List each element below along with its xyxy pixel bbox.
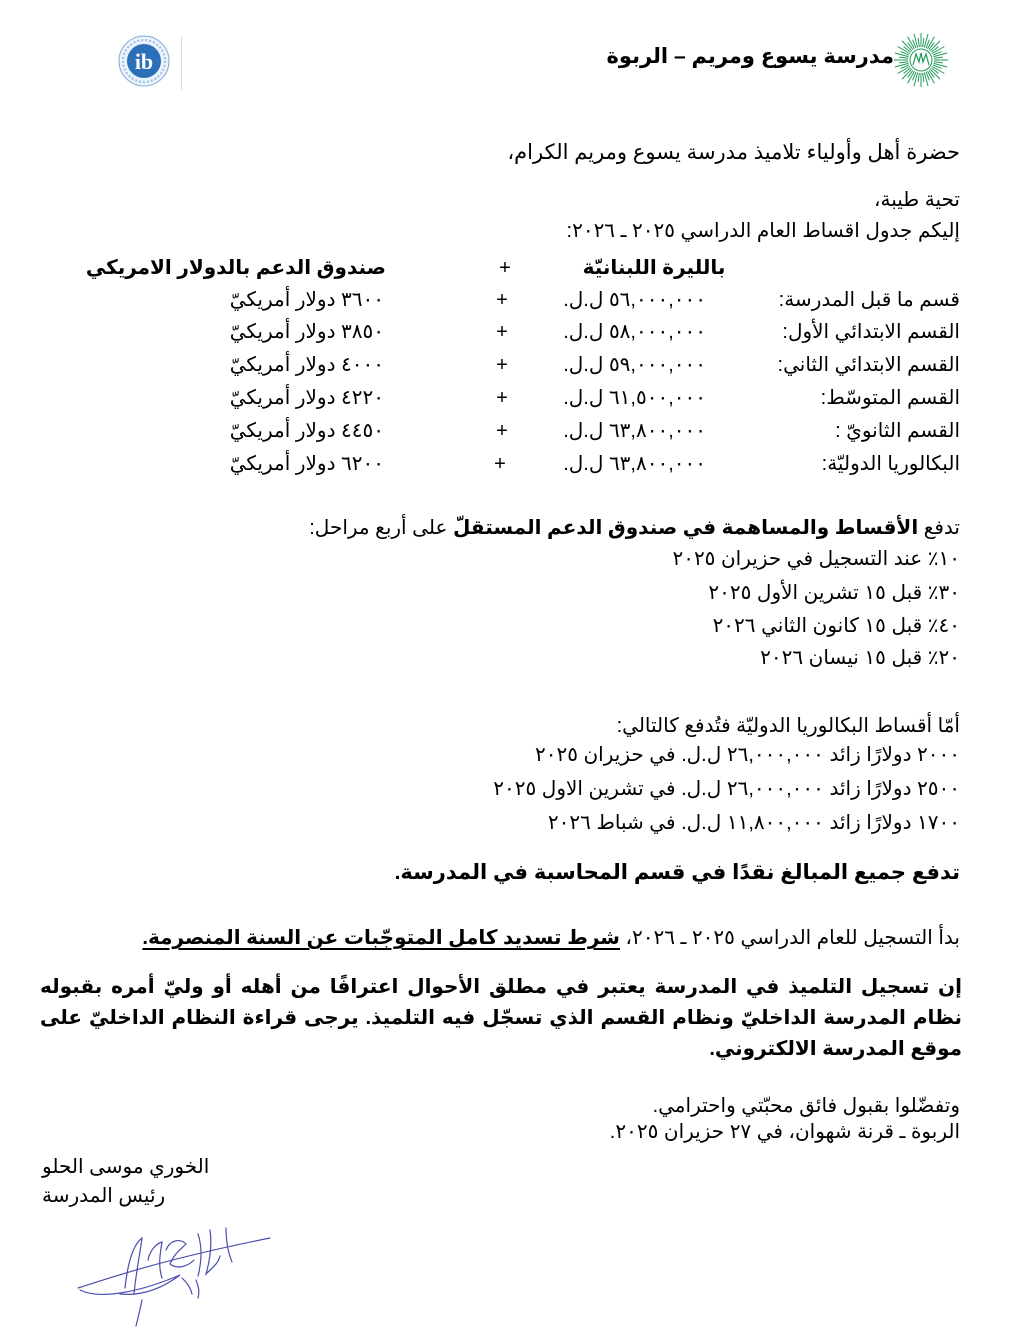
sunburst-ray <box>929 43 934 50</box>
sunburst-ray <box>904 68 911 73</box>
sunburst-ray <box>934 57 943 58</box>
place-and-date: الربوة ـ قرنة شهوان، في ٢٧ حزيران ٢٠٢٥. <box>609 1121 960 1143</box>
ib-payments-intro: أمّا أقساط البكالوريا الدوليّة فتُدفع كالتالي: <box>616 715 960 737</box>
section-label: القسم الابتدائي الأول: <box>782 321 960 343</box>
cash-payment-note: تدفع جميع المبالغ نقدًا في قسم المحاسبة في المدرسة. <box>394 861 960 884</box>
stages-intro <box>309 516 960 541</box>
sunburst-ray <box>908 43 913 50</box>
usd-amount: ٦٢٠٠ دولار أمريكيّ <box>229 453 384 475</box>
signer-name: الخوري موسى الحلو <box>42 1156 210 1178</box>
header-lbp: بالليرة اللبنانيّة <box>582 257 726 279</box>
header-usd: صندوق الدعم بالدولار الامريكي <box>85 257 386 279</box>
sunburst-ray <box>918 38 919 47</box>
sunburst-ray <box>899 62 908 63</box>
sunburst-ray <box>929 70 934 77</box>
signer-title: رئيس المدرسة <box>42 1185 166 1207</box>
handwritten-signature <box>70 1220 280 1330</box>
header-divider <box>181 36 182 90</box>
usd-amount: ٤٢٢٠ دولار أمريكيّ <box>229 387 384 409</box>
closing-regards: وتفضّلوا بقبول فائق محبّتي واحترامي. <box>652 1095 960 1117</box>
registration-prefix: بدأ التسجيل للعام الدراسي ٢٠٢٥ ـ ٢٠٢٦، <box>619 927 960 949</box>
sunburst-ray <box>934 62 943 63</box>
usd-amount: ٤٠٠٠ دولار أمريكيّ <box>229 354 384 376</box>
lbp-amount: ٥٨,٠٠٠,٠٠٠ ل.ل. <box>563 321 706 343</box>
lbp-amount: ٥٦,٠٠٠,٠٠٠ ل.ل. <box>563 289 706 311</box>
usd-amount: ٤٤٥٠ دولار أمريكيّ <box>229 420 384 442</box>
lbp-amount: ٦٣,٨٠٠,٠٠٠ ل.ل. <box>563 420 706 442</box>
sunburst-logo-icon <box>893 32 949 88</box>
school-name: مدرسة يسوع ومريم – الربوة <box>606 45 894 68</box>
section-label: البكالوريا الدوليّة: <box>821 453 960 475</box>
stage-item: ٢٠٪ قبل ١٥ نيسان ٢٠٢٦ <box>760 647 960 669</box>
stages-intro-prefix: تدفع <box>918 517 960 539</box>
section-label: القسم الابتدائي الثاني: <box>777 354 960 376</box>
section-label: القسم الثانويّ : <box>835 420 960 442</box>
stage-item: ١٠٪ عند التسجيل في حزيران ٢٠٢٥ <box>672 548 960 570</box>
greeting: تحية طيبة، <box>874 189 960 211</box>
ib-payment-item: ٢٠٠٠ دولارًا زائد ٢٦,٠٠٠,٠٠٠ ل.ل. في حزيران ٢٠٢٥ <box>534 744 960 766</box>
ib-world-school-logo-icon <box>117 34 171 88</box>
lbp-amount: ٦١,٥٠٠,٠٠٠ ل.ل. <box>563 387 706 409</box>
plus-sign: + <box>496 354 508 376</box>
plus-sign: + <box>494 453 506 475</box>
plus-sign: + <box>496 420 508 442</box>
stages-intro-bold: الأقساط والمساهمة في صندوق الدعم المستقلّ <box>452 517 919 539</box>
sunburst-ray <box>908 70 913 77</box>
header-plus: + <box>499 257 511 279</box>
usd-amount: ٣٨٥٠ دولار أمريكيّ <box>229 321 384 343</box>
ib-payment-item: ١٧٠٠ دولارًا زائد ١١,٨٠٠,٠٠٠ ل.ل. في شباط ٢٠٢٦ <box>547 812 960 834</box>
plus-sign: + <box>496 321 508 343</box>
stage-item: ٣٠٪ قبل ١٥ تشرين الأول ٢٠٢٥ <box>708 582 960 604</box>
salutation: حضرة أهل وأولياء تلاميذ مدرسة يسوع ومريم الكرام، <box>507 141 960 164</box>
section-label: قسم ما قبل المدرسة: <box>778 289 960 311</box>
registration-note <box>142 926 960 951</box>
ib-payment-item: ٢٥٠٠ دولارًا زائد ٢٦,٠٠٠,٠٠٠ ل.ل. في تشرين الاول ٢٠٢٥ <box>493 778 960 800</box>
sunburst-ray <box>931 68 938 73</box>
section-label: القسم المتوسّط: <box>820 387 960 409</box>
sunburst-ray <box>931 47 938 52</box>
lbp-amount: ٦٣,٨٠٠,٠٠٠ ل.ل. <box>563 453 706 475</box>
rules-paragraph: إن تسجيل التلميذ في المدرسة يعتبر في مطلق الأحوال اعترافًا من أهله أو وليّ أمره بقبوله نظام المدرسة الداخليّ ونظام القسم الذي تسجّل فيه التلميذ. يرجى قراءة النظام الداخليّ على موقع المدرسة الالكتروني. <box>40 976 962 1060</box>
sunburst-ray <box>918 73 919 82</box>
stages-intro-suffix: على أربع مراحل: <box>309 517 453 539</box>
registration-condition: شرط تسديد كامل المتوجّبات عن السنة المنصرمة. <box>142 927 620 949</box>
sunburst-ray <box>923 38 924 47</box>
fee-table-intro: إليكم جدول اقساط العام الدراسي ٢٠٢٥ ـ ٢٠٢٦: <box>566 220 960 242</box>
sunburst-ray <box>899 57 908 58</box>
lbp-amount: ٥٩,٠٠٠,٠٠٠ ل.ل. <box>563 354 706 376</box>
plus-sign: + <box>496 289 508 311</box>
sunburst-ray <box>904 47 911 52</box>
sunburst-ray <box>923 73 924 82</box>
plus-sign: + <box>496 387 508 409</box>
usd-amount: ٣٦٠٠ دولار أمريكيّ <box>229 289 384 311</box>
ib-logo-text: ib <box>134 49 154 74</box>
stage-item: ٤٠٪ قبل ١٥ كانون الثاني ٢٠٢٦ <box>712 615 960 637</box>
